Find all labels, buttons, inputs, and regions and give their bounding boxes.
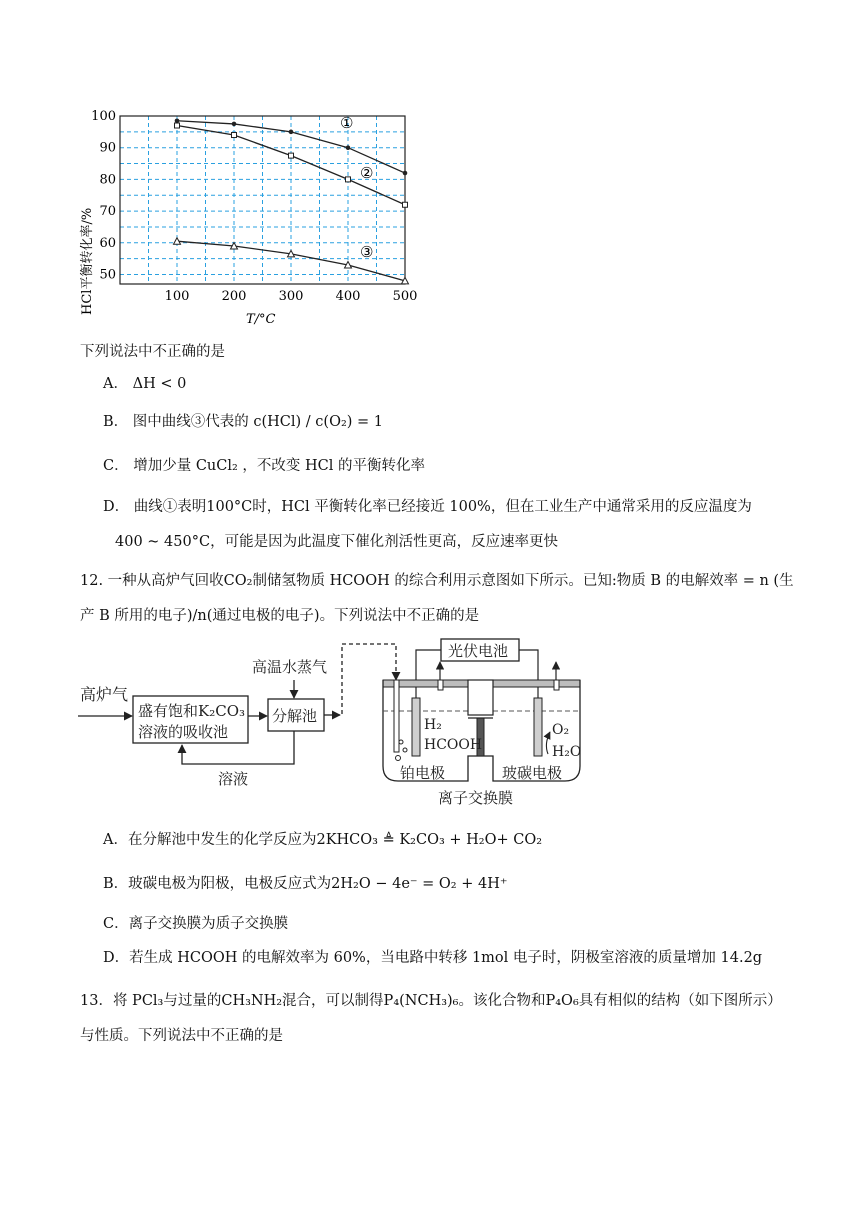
x-tick-label: 500 bbox=[392, 289, 418, 304]
series-point bbox=[175, 118, 180, 123]
absorber-label-1: 盛有饱和K₂CO₃ bbox=[138, 702, 246, 720]
y-tick-label: 100 bbox=[91, 109, 116, 124]
q11-option-b-formula: c(HCl) / c(O₂) = 1 bbox=[253, 414, 384, 430]
y-axis-label: HCl平衡转化率/% bbox=[80, 207, 95, 315]
anode-h2o-label: H₂O bbox=[552, 744, 582, 760]
series-point bbox=[346, 177, 351, 182]
co2-recovery-diagram bbox=[78, 636, 588, 811]
x-tick-label: 200 bbox=[221, 289, 247, 304]
q11-option-b bbox=[103, 410, 383, 431]
q11-option-b-label: B． bbox=[103, 414, 129, 430]
q12-option-a: A．在分解池中发生的化学反应为2KHCO₃ ≜ K₂CO₃ + H₂O+ CO₂ bbox=[103, 832, 543, 848]
gc-electrode-label: 玻碳电极 bbox=[502, 764, 563, 782]
q11-option-c-formula: CuCl₂ bbox=[195, 458, 238, 474]
q11-option-a bbox=[103, 372, 186, 393]
y-tick-label: 90 bbox=[99, 140, 116, 156]
q11-option-b-text: 图中曲线③代表的 bbox=[132, 414, 249, 430]
q11-option-a-label: A． bbox=[103, 376, 128, 392]
q12-option-b: B．玻碳电极为阳极，电极反应式为2H₂O − 4e⁻ = O₂ + 4H⁺ bbox=[103, 876, 508, 892]
q12-option-d: D．若生成 HCOOH 的电解效率为 60%，当电路中转移 1mol 电子时，阴极室溶液的质量增加 14.2g bbox=[103, 950, 763, 966]
pt-electrode bbox=[412, 698, 420, 756]
q11-prompt: 下列说法中不正确的是 bbox=[80, 344, 225, 360]
pv-cell-label: 光伏电池 bbox=[448, 642, 509, 660]
decomposer-label: 分解池 bbox=[272, 707, 318, 725]
q11-option-d bbox=[103, 495, 752, 516]
q11-option-c bbox=[103, 454, 425, 475]
y-tick-label: 70 bbox=[99, 204, 116, 220]
q12-stem-line2: 产 B 所用的电子)/n(通过电极的电子)。下列说法中不正确的是 bbox=[80, 608, 480, 624]
q12-stem-line1: 12. 一种从高炉气回收CO₂制储氢物质 HCOOH 的综合利用示意图如下所示。已知:物质 B 的电解效率 = n (生 bbox=[80, 573, 794, 589]
x-tick-label: 400 bbox=[335, 289, 361, 304]
x-axis-label: T/°C bbox=[246, 312, 276, 327]
anode-o2-label: O₂ bbox=[552, 722, 570, 738]
q11-option-d-line2: 400 ~ 450°C，可能是因为此温度下催化剂活性更高，反应速率更快 bbox=[115, 534, 559, 550]
absorber-label-2: 溶液的吸收池 bbox=[138, 723, 229, 741]
series-label-3: ③ bbox=[360, 243, 374, 261]
series-label-1: ① bbox=[340, 114, 354, 132]
glassy-carbon-electrode bbox=[534, 698, 542, 756]
series-point bbox=[232, 122, 237, 127]
q11-option-c-post: ，不改变 HCl 的平衡转化率 bbox=[242, 458, 426, 474]
membrane-label: 离子交换膜 bbox=[438, 789, 514, 807]
series-label-2: ② bbox=[360, 164, 374, 182]
q11-option-c-pre: 增加少量 bbox=[133, 458, 192, 474]
series-point bbox=[232, 133, 237, 138]
series-point bbox=[289, 153, 294, 158]
series-point bbox=[403, 171, 408, 176]
y-tick-label: 60 bbox=[99, 235, 116, 251]
q11-option-d-line1: 曲线①表明100°C时，HCl 平衡转化率已经接近 100%，但在工业生产中通常采用的反应温度为 bbox=[133, 499, 752, 515]
series-point bbox=[403, 202, 408, 207]
q11-option-d-label: D． bbox=[103, 499, 130, 515]
series-point bbox=[346, 145, 351, 150]
q11-option-a-text: ΔH < 0 bbox=[132, 376, 187, 392]
y-tick-label: 80 bbox=[99, 172, 116, 188]
pt-electrode-label: 铂电极 bbox=[400, 764, 446, 782]
gas-inlet-label: 高炉气 bbox=[80, 685, 129, 704]
x-tick-label: 100 bbox=[164, 289, 190, 304]
y-tick-label: 50 bbox=[99, 267, 116, 283]
series-point bbox=[289, 130, 294, 135]
q13-stem-line2: 与性质。下列说法中不正确的是 bbox=[80, 1028, 283, 1044]
q12-option-c: C．离子交换膜为质子交换膜 bbox=[103, 916, 289, 932]
hcl-conversion-chart bbox=[60, 100, 430, 332]
cathode-hcooh-label: HCOOH bbox=[424, 737, 483, 753]
q11-option-c-label: C． bbox=[103, 458, 129, 474]
cathode-h2-label: H₂ bbox=[424, 717, 442, 733]
series-point bbox=[175, 123, 180, 128]
q13-stem-line1: 13．将 PCl₃与过量的CH₃NH₂混合，可以制得P₄(NCH₃)₆。该化合物和P₄O₆具有相似的结构（如下图所示） bbox=[80, 993, 782, 1009]
x-tick-label: 300 bbox=[278, 289, 304, 304]
steam-label: 高温水蒸气 bbox=[252, 658, 328, 676]
solution-label: 溶液 bbox=[218, 770, 249, 788]
